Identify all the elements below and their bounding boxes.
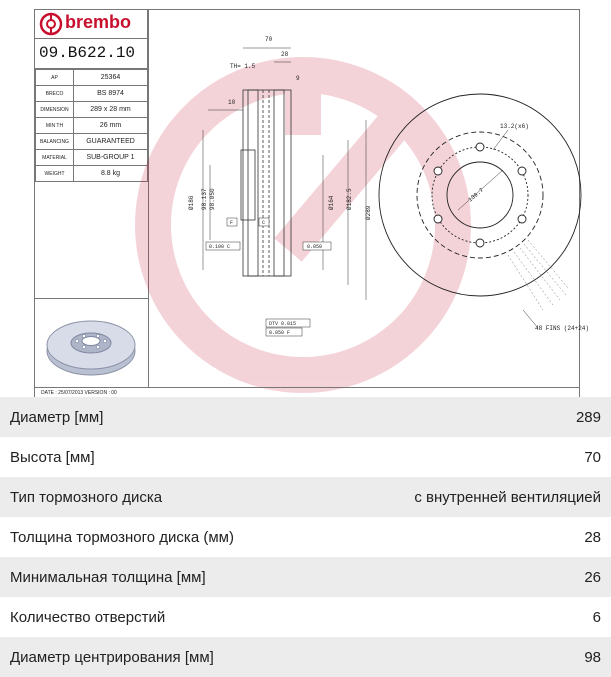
spec-value: 28 xyxy=(584,528,601,546)
disc-render-image xyxy=(35,299,148,388)
spec-list-item xyxy=(0,597,611,637)
dim-th-label: TH= 1.5 xyxy=(230,63,256,70)
spec-label: Диаметр центрирования [мм] xyxy=(10,648,214,666)
fins-label: 48 FINS (24+24) xyxy=(535,325,590,332)
spec-row: MATERIAL SUB-GROUP 1 xyxy=(36,150,148,166)
spec-row: WEIGHT 8.8 kg xyxy=(36,166,148,182)
dim-289-label: Ø289 xyxy=(365,205,372,220)
dim-186-label: Ø186 xyxy=(188,195,195,210)
spec-list-item xyxy=(0,477,611,517)
tolerance-flatness: 0.050 F xyxy=(269,330,291,336)
dim-thickness-label: 28 xyxy=(281,51,289,58)
spec-row: MIN TH 26 mm xyxy=(36,118,148,134)
spec-value: 289 xyxy=(575,408,601,426)
tolerance-c: C xyxy=(262,220,266,226)
dim-10-label: 10 xyxy=(228,99,236,106)
brand-logo xyxy=(35,10,148,39)
dim-9-label: 9 xyxy=(296,75,300,82)
dim-98137-label: 98.137 xyxy=(201,188,208,210)
spec-value: 6 xyxy=(592,608,601,626)
spec-label: Диаметр [мм] xyxy=(10,408,104,426)
disc-section-view xyxy=(241,90,291,276)
spec-row: BRECO BS 8974 xyxy=(36,86,148,102)
spec-row: BALANCING GUARANTEED xyxy=(36,134,148,150)
fin-lines xyxy=(508,240,568,310)
tolerance-0100-c: 0.100 C xyxy=(209,244,231,250)
spec-label: Высота [мм] xyxy=(10,448,95,466)
spec-label: Тип тормозного диска xyxy=(10,488,163,506)
technical-drawing-sheet xyxy=(34,9,590,398)
spec-list-item xyxy=(0,397,611,437)
spec-table xyxy=(35,69,148,182)
spec-label: Количество отверстий xyxy=(10,608,166,626)
spec-value: 70 xyxy=(584,448,601,466)
spec-label: Минимальная толщина [мм] xyxy=(10,568,206,586)
dim-164-label: Ø164 xyxy=(328,195,335,210)
spec-value: с внутренней вентиляцией xyxy=(414,488,601,506)
brembo-watermark-icon xyxy=(153,75,453,375)
disc-drawing xyxy=(148,10,590,387)
spec-value: 98 xyxy=(584,648,601,666)
tolerance-f: F xyxy=(230,220,234,226)
dim-height-label: 70 xyxy=(265,36,273,43)
spec-row: AP 25364 xyxy=(36,70,148,86)
spec-value: 26 xyxy=(584,568,601,586)
spec-list-item xyxy=(0,517,611,557)
disc-photo xyxy=(35,298,149,388)
spec-list-item xyxy=(0,437,611,477)
brembo-logo-icon xyxy=(39,12,63,36)
spec-label: Толщина тормозного диска (мм) xyxy=(10,528,234,546)
drawing-footer: DATE : 25/07/2013 VERSION : 00 xyxy=(35,387,579,398)
pcd-label: 139.7 xyxy=(466,186,486,204)
tolerance-dtv: DTV 0.015 xyxy=(269,321,297,327)
dim-1825-label: Ø182.5 xyxy=(346,188,353,210)
specifications-list xyxy=(0,397,611,677)
part-code: 09.B622.10 xyxy=(35,39,148,69)
holes-label: 13.2(x6) xyxy=(500,123,529,130)
spec-list-item xyxy=(0,637,611,677)
dim-98050-label: 98.050 xyxy=(209,188,216,210)
spec-list-item xyxy=(0,557,611,597)
spec-row: DIMENSION 289 x 28 mm xyxy=(36,102,148,118)
brand-name: brembo xyxy=(65,12,132,32)
tolerance-0050: 0.050 xyxy=(307,244,323,250)
